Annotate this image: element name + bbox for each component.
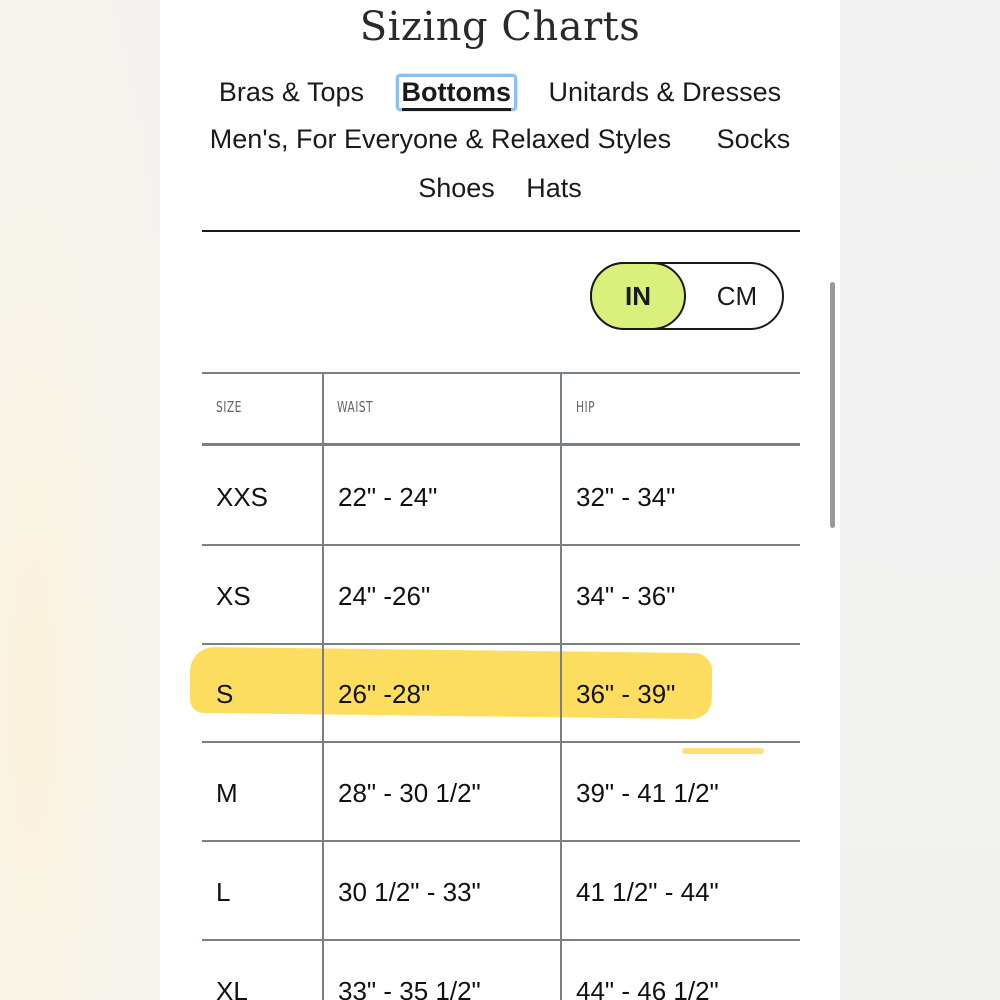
header-border <box>202 443 800 446</box>
header-waist: WAIST <box>337 398 374 416</box>
tab-mens-everyone-relaxed[interactable]: Men's, For Everyone & Relaxed Styles <box>209 124 672 154</box>
row-border <box>202 643 800 645</box>
sizing-panel <box>160 0 840 1000</box>
cell-hip: 39" - 41 1/2" <box>576 778 719 808</box>
cell-waist: 33" - 35 1/2" <box>338 976 481 1000</box>
row-border <box>202 939 800 941</box>
cell-size: XL <box>216 976 248 1000</box>
column-divider <box>560 372 562 1000</box>
row-border <box>202 741 800 743</box>
cell-hip: 34" - 36" <box>576 581 676 611</box>
cell-size: M <box>216 778 238 808</box>
cell-waist: 24" -26" <box>338 581 431 611</box>
tab-socks[interactable]: Socks <box>716 124 791 154</box>
cell-size: XS <box>216 581 251 611</box>
cell-hip: 41 1/2" - 44" <box>576 877 719 907</box>
cell-hip: 32" - 34" <box>576 482 676 512</box>
unit-cm-option[interactable]: CM <box>716 280 758 311</box>
column-divider <box>322 372 324 1000</box>
tab-unitards-dresses[interactable]: Unitards & Dresses <box>548 77 782 107</box>
tabs-row-1 <box>160 74 840 111</box>
scrollbar[interactable] <box>830 282 835 528</box>
background-right <box>840 0 1000 1000</box>
tabs-row-2 <box>160 124 840 155</box>
tab-bottoms[interactable] <box>396 74 518 111</box>
tab-bras-tops[interactable]: Bras & Tops <box>218 77 364 107</box>
row-border <box>202 544 800 546</box>
marker-highlight-tail <box>682 748 764 754</box>
unit-in-option[interactable]: IN <box>590 262 686 330</box>
background-left <box>0 0 160 1000</box>
row-border <box>202 840 800 842</box>
cell-hip: 44" - 46 1/2" <box>576 976 719 1000</box>
tabs-row-3 <box>160 173 840 204</box>
header-hip: HIP <box>576 398 596 416</box>
cell-waist: 28" - 30 1/2" <box>338 778 481 808</box>
tab-hats[interactable]: Hats <box>526 173 582 203</box>
cell-waist: 26" -28" <box>338 679 431 709</box>
cell-waist: 30 1/2" - 33" <box>338 877 481 907</box>
header-size: SIZE <box>216 398 242 416</box>
cell-waist: 22" - 24" <box>338 482 438 512</box>
table-top-border <box>202 372 800 374</box>
cell-size: L <box>216 877 231 907</box>
unit-toggle[interactable] <box>590 262 784 330</box>
cell-size: S <box>216 679 234 709</box>
tab-shoes[interactable]: Shoes <box>418 173 495 203</box>
page-title: Sizing Charts <box>359 4 641 50</box>
cell-hip: 36" - 39" <box>576 679 676 709</box>
cell-size: XXS <box>216 482 269 512</box>
tab-bottoms-label: Bottoms <box>402 77 512 111</box>
tabs-divider <box>202 230 800 232</box>
